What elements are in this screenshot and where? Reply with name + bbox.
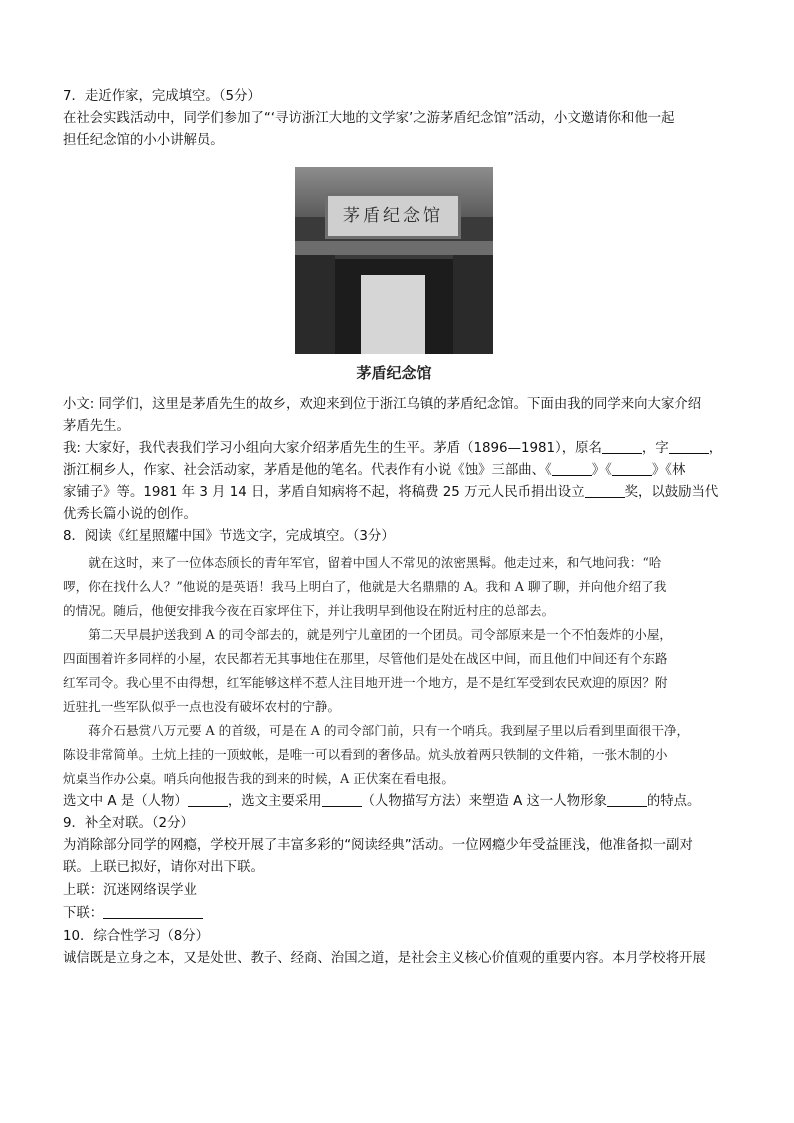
q10-title: 10．综合性学习（8分）	[63, 929, 210, 944]
upper-couplet: 上联：沉迷网络误学业	[63, 883, 197, 898]
me-line1	[63, 438, 735, 460]
lower-couplet-label: 下联：	[63, 906, 104, 921]
me-line1-text-c: ，	[708, 441, 723, 456]
xiaowen-line2: 茅盾先生。	[63, 419, 130, 434]
me-line2	[63, 460, 735, 482]
photo-caption: 茅盾纪念馆	[356, 364, 432, 382]
answer-blank-person[interactable]	[188, 792, 228, 807]
answer-blank-work-2[interactable]	[612, 461, 652, 476]
me-line4: 优秀长篇小说的创作。	[63, 507, 197, 522]
memorial-hall-photo	[295, 167, 493, 354]
me-line2-text-a: 浙江桐乡人，作家、社会活动家，茅盾是他的笔名。代表作有小说《蚀》三部曲、《	[63, 463, 552, 478]
me-line1-text-a: 我: 大家好，我代表我们学习小组向大家介绍茅盾先生的生平。茅盾（1896—1981），原名	[63, 441, 602, 456]
excerpt-p2-line1: 第二天早晨护送我到 A 的司令部去的，就是列宁儿童团的一个团员。司令部原来是一个不怕轰炸的小屋，	[88, 627, 673, 642]
q8-fill-text-d: 的特点。	[646, 794, 701, 809]
excerpt-p2-line2: 四面围着许多同样的小屋，农民都若无其事地住在那里，尽管他们是处在战区中间，而且他们中间还有个东路	[63, 651, 668, 666]
q8-fill-line	[63, 791, 735, 813]
answer-blank-lower-couplet[interactable]	[103, 904, 203, 919]
me-line2-text-b: 》《	[591, 463, 612, 478]
answer-blank-award[interactable]	[585, 483, 625, 498]
q7-title: 7．走近作家，完成填空。（5分）	[63, 89, 261, 104]
q8-fill-text-b: ，选文主要采用	[227, 794, 322, 809]
excerpt-paragraph-3	[63, 719, 735, 791]
q9-title: 9．补全对联。（2分）	[63, 816, 194, 831]
answer-blank-method[interactable]	[322, 792, 362, 807]
me-line1-text-b: ，字	[641, 441, 669, 456]
q9-intro-line2: 联。上联已拟好，请你对出下联。	[63, 860, 264, 875]
answer-blank-original-name[interactable]	[602, 439, 642, 454]
memorial-plaque: 茅盾纪念馆	[325, 193, 461, 239]
q7-intro-line1: 在社会实践活动中，同学们参加了“‘寻访浙江大地的文学家’之游茅盾纪念馆”活动，小文邀请你和他一起	[63, 111, 675, 126]
q9-intro-line1: 为消除部分同学的网瘾，学校开展了丰富多彩的“阅读经典”活动。一位网瘾少年受益匪浅，他准备拟一副对	[63, 838, 693, 853]
excerpt-p3-line3: 炕桌当作办公桌。哨兵向他报告我的到来的时候，A 正伏案在看电报。	[63, 771, 454, 786]
excerpt-paragraph-1	[63, 551, 735, 623]
excerpt-p1-line2: 啰，你在找什么人？”他说的是英语！我马上明白了，他就是大名鼎鼎的 A。我和 A 聊了聊，并向他介绍了我	[63, 579, 667, 594]
answer-blank-courtesy-name[interactable]	[669, 439, 709, 454]
me-line2-text-c: 》《林	[651, 463, 686, 478]
q8-fill-text-c: （人物描写方法）来塑造 A 这一人物形象	[361, 794, 607, 809]
excerpt-p1-line3: 的情况。随后，他便安排我今夜在百家坪住下，并让我明早到他设在附近村庄的总部去。	[63, 603, 555, 618]
answer-blank-trait[interactable]	[607, 792, 647, 807]
q7-intro-line2: 担任纪念馆的小小讲解员。	[63, 133, 224, 148]
xiaowen-line1: 小文: 同学们，这里是茅盾先生的故乡，欢迎来到位于浙江乌镇的茅盾纪念馆。下面由我的同学来向大家介绍	[63, 397, 702, 412]
excerpt-p2-line3: 红军司令。我心里不由得想，红军能够这样不惹人注目地开进一个地方，是不是红军受到农民欢迎的原因？附	[63, 675, 668, 690]
me-line3-text-b: 奖，以鼓励当代	[624, 485, 719, 500]
exam-page	[63, 86, 735, 970]
excerpt-p3-line1: 蒋介石悬赏八万元要 A 的首级，可是在 A 的司令部门前，只有一个哨兵。我到屋子里以后看到里面很干净，	[88, 723, 690, 738]
excerpt-paragraph-2	[63, 623, 735, 719]
excerpt-p3-line2: 陈设非常简单。土炕上挂的一顶蚊帐，是唯一可以看到的奢侈品。炕头放着两只铁制的文件箱，一张木制的小	[63, 747, 668, 762]
q8-title: 8．阅读《红星照耀中国》节选文字，完成填空。（3分）	[63, 529, 395, 544]
q10-line1: 诚信既是立身之本，又是处世、教子、经商、治国之道，是社会主义核心价值观的重要内容。本月学校将开展	[63, 951, 706, 966]
answer-blank-work-1[interactable]	[552, 461, 592, 476]
me-line3	[63, 482, 735, 504]
me-line3-text-a: 家铺子》等。1981 年 3 月 14 日，茅盾自知病将不起，将稿费 25 万元人民币捐出设立	[63, 485, 585, 500]
memorial-photo-figure	[295, 167, 493, 383]
lower-couplet-line	[63, 903, 735, 925]
q8-fill-text-a: 选文中 A 是（人物）	[63, 794, 188, 809]
excerpt-p2-line4: 近驻扎一些军队似乎一点也没有破坏农村的宁静。	[63, 699, 341, 714]
excerpt-p1-line1: 就在这时，来了一位体态颀长的青年军官，留着中国人不常见的浓密黑髯。他走过来，和气地问我：“哈	[88, 555, 662, 570]
